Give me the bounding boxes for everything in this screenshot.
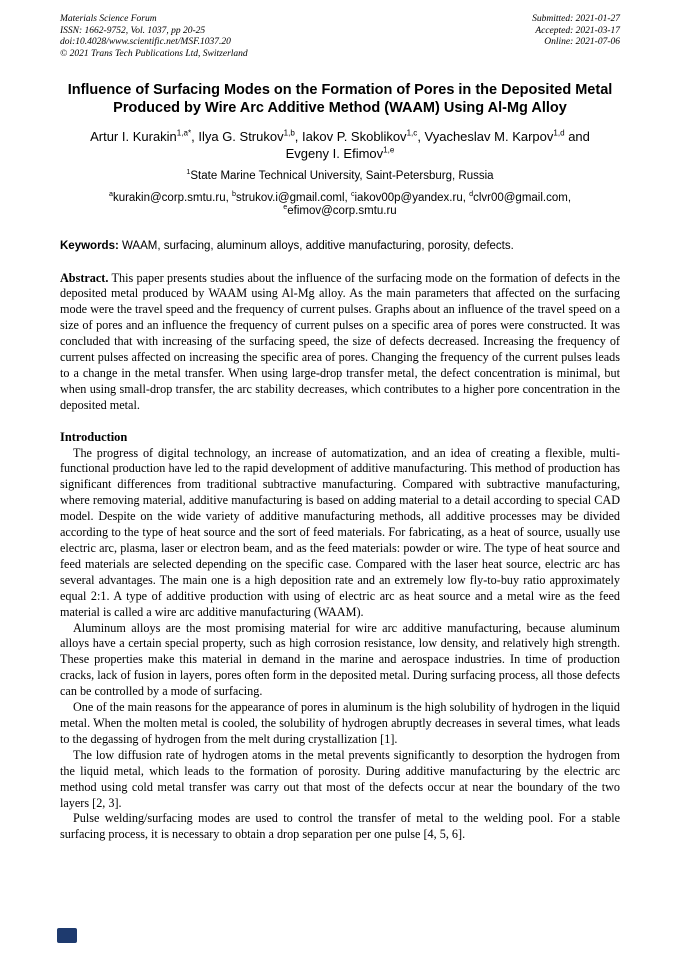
accepted-date: Accepted: 2021-03-17 xyxy=(535,25,620,36)
abstract-text: This paper presents studies about the influence of the surfacing mode on the formation of defects in the deposited metal produced by WAAM using Al-Mg alloy. As the main parameters that affected on the surfacing mode were the travel speed and the frequency of current pulses. Graphs about an influence of the travel speed on a size of pores and an influence the frequency of current pulses on a specific area of pores were constructed. It was concluded that with increasing of the surfacing speed, the size of defects decreased. Increasing the frequency of current pulses affected on increasing the specific area of pores. Changing the frequency of the current pulses leads to a change in the metal transfer. When using large-drop transfer metal, the defect concentration is minimal, but when using small-drop transfer, the arc stability decreases, which contributes to a higher pore concentration in the deposited metal. xyxy=(60,270,620,412)
copyright-line: © 2021 Trans Tech Publications Ltd, Switzerland xyxy=(60,48,248,59)
paragraph: One of the main reasons for the appearance of pores in aluminum is the high solubility of hydrogen in the liquid metal. When the molten metal is cooled, the solubility of hydrogen abruptly decreases in several times, what leads to the degassing of hydrogen from the melt during crystallization [1]. xyxy=(60,700,620,746)
authors-line: Artur I. Kurakin$^{1,a*}$, Ilya G. Strukov$^{1,b}$, Iakov P. Skoblikov$^{1,c}$, Vyacheslav M. Karpov$^{1,d}$ and Evgeny I. Efimov$^{1,e}$ xyxy=(90,128,590,161)
online-date: Online: 2021-07-06 xyxy=(544,37,620,47)
keywords-label: Keywords: xyxy=(60,239,119,252)
paragraph: The progress of digital technology, an increase of automatization, and an idea of creating a flexible, multi-functional production have led to the rapid development of additive manufacturing. This method of production has significant differences from traditional subtractive manufacturing. Compared with subtractive manufacturing, where removing material, additive manufacturing is based on adding material to a detail according to special CAD model. Despite on the wide variety of additive manufacturing methods, all additive processes may be divided according to the type of heat source and the sort of feed materials. For fabricating, as a heat of source, usually use electric arc, plasma, laser or electron beam, and as the feed materials: powder or wire. The type of heat source and feed materials are selected depending on the specific case. Compared with the laser heat source, electric arc has several advantages. The main one is a high deposition rate and an extremely low fly-to-buy ratio approximately equal 2:1. A type of additive production with using of electric arc as heat source and a metal wire as the feed material is called a wire arc additive manufacturing (WAAM). xyxy=(60,445,620,619)
emails-line: $^a$kurakin@corp.smtu.ru, $^b$strukov.i@gmail.coml, $^c$iakov00p@yandex.ru, $^d$clvr00@gmail.com, $^e$efimov@corp.smtu.ru xyxy=(108,189,572,217)
keywords-text: WAAM, surfacing, aluminum alloys, additive manufacturing, porosity, defects. xyxy=(118,239,514,252)
keywords-line xyxy=(60,239,620,253)
paragraph: The low diffusion rate of hydrogen atoms in the metal prevents significantly to desorption the hydrogen from the liquid metal, which leads to the formation of porosity. During additive manufacturing by the electric arc method using cold metal transfer was carry out that most of the defects occur at near the boundary of the two layers [2, 3]. xyxy=(60,747,620,810)
page-header xyxy=(60,14,620,60)
footer-badge xyxy=(57,928,77,943)
affiliation-line: $^1$State Marine Technical University, Saint-Petersburg, Russia xyxy=(186,168,494,182)
section-heading-introduction: Introduction xyxy=(60,429,128,444)
paragraph: Pulse welding/surfacing modes are used to control the transfer of metal to the welding pool. For a stable surfacing process, it is necessary to obtain a drop separation per one pulse [4, 5, 6]. xyxy=(60,811,620,842)
paper-title: Influence of Surfacing Modes on the Formation of Pores in the Deposited Metal Produced by Wire Arc Additive Method (WAAM) Using Al-Mg Alloy xyxy=(67,82,613,116)
journal-info-block xyxy=(60,14,248,60)
doi-line: doi:10.4028/www.scientific.net/MSF.1037.20 xyxy=(60,37,231,47)
submitted-date: Submitted: 2021-01-27 xyxy=(532,14,620,24)
journal-name: Materials Science Forum xyxy=(60,14,157,24)
issn-line: ISSN: 1662-9752, Vol. 1037, pp 20-25 xyxy=(60,25,206,36)
paragraph: Aluminum alloys are the most promising material for wire arc additive manufacturing, because aluminum alloys have a certain special property, such as high corrosion resistance, low density, and relatively high strength. These properties make this material in demand in the marine and aerospace industries. In time of production cracks, lack of fusion in layers, pores often form in the deposited metal. During surfacing process, all those defects can be controlled by a mode of surfacing. xyxy=(60,620,620,699)
abstract-label: Abstract. xyxy=(60,270,109,285)
abstract-paragraph xyxy=(60,271,620,414)
dates-block xyxy=(532,14,620,60)
